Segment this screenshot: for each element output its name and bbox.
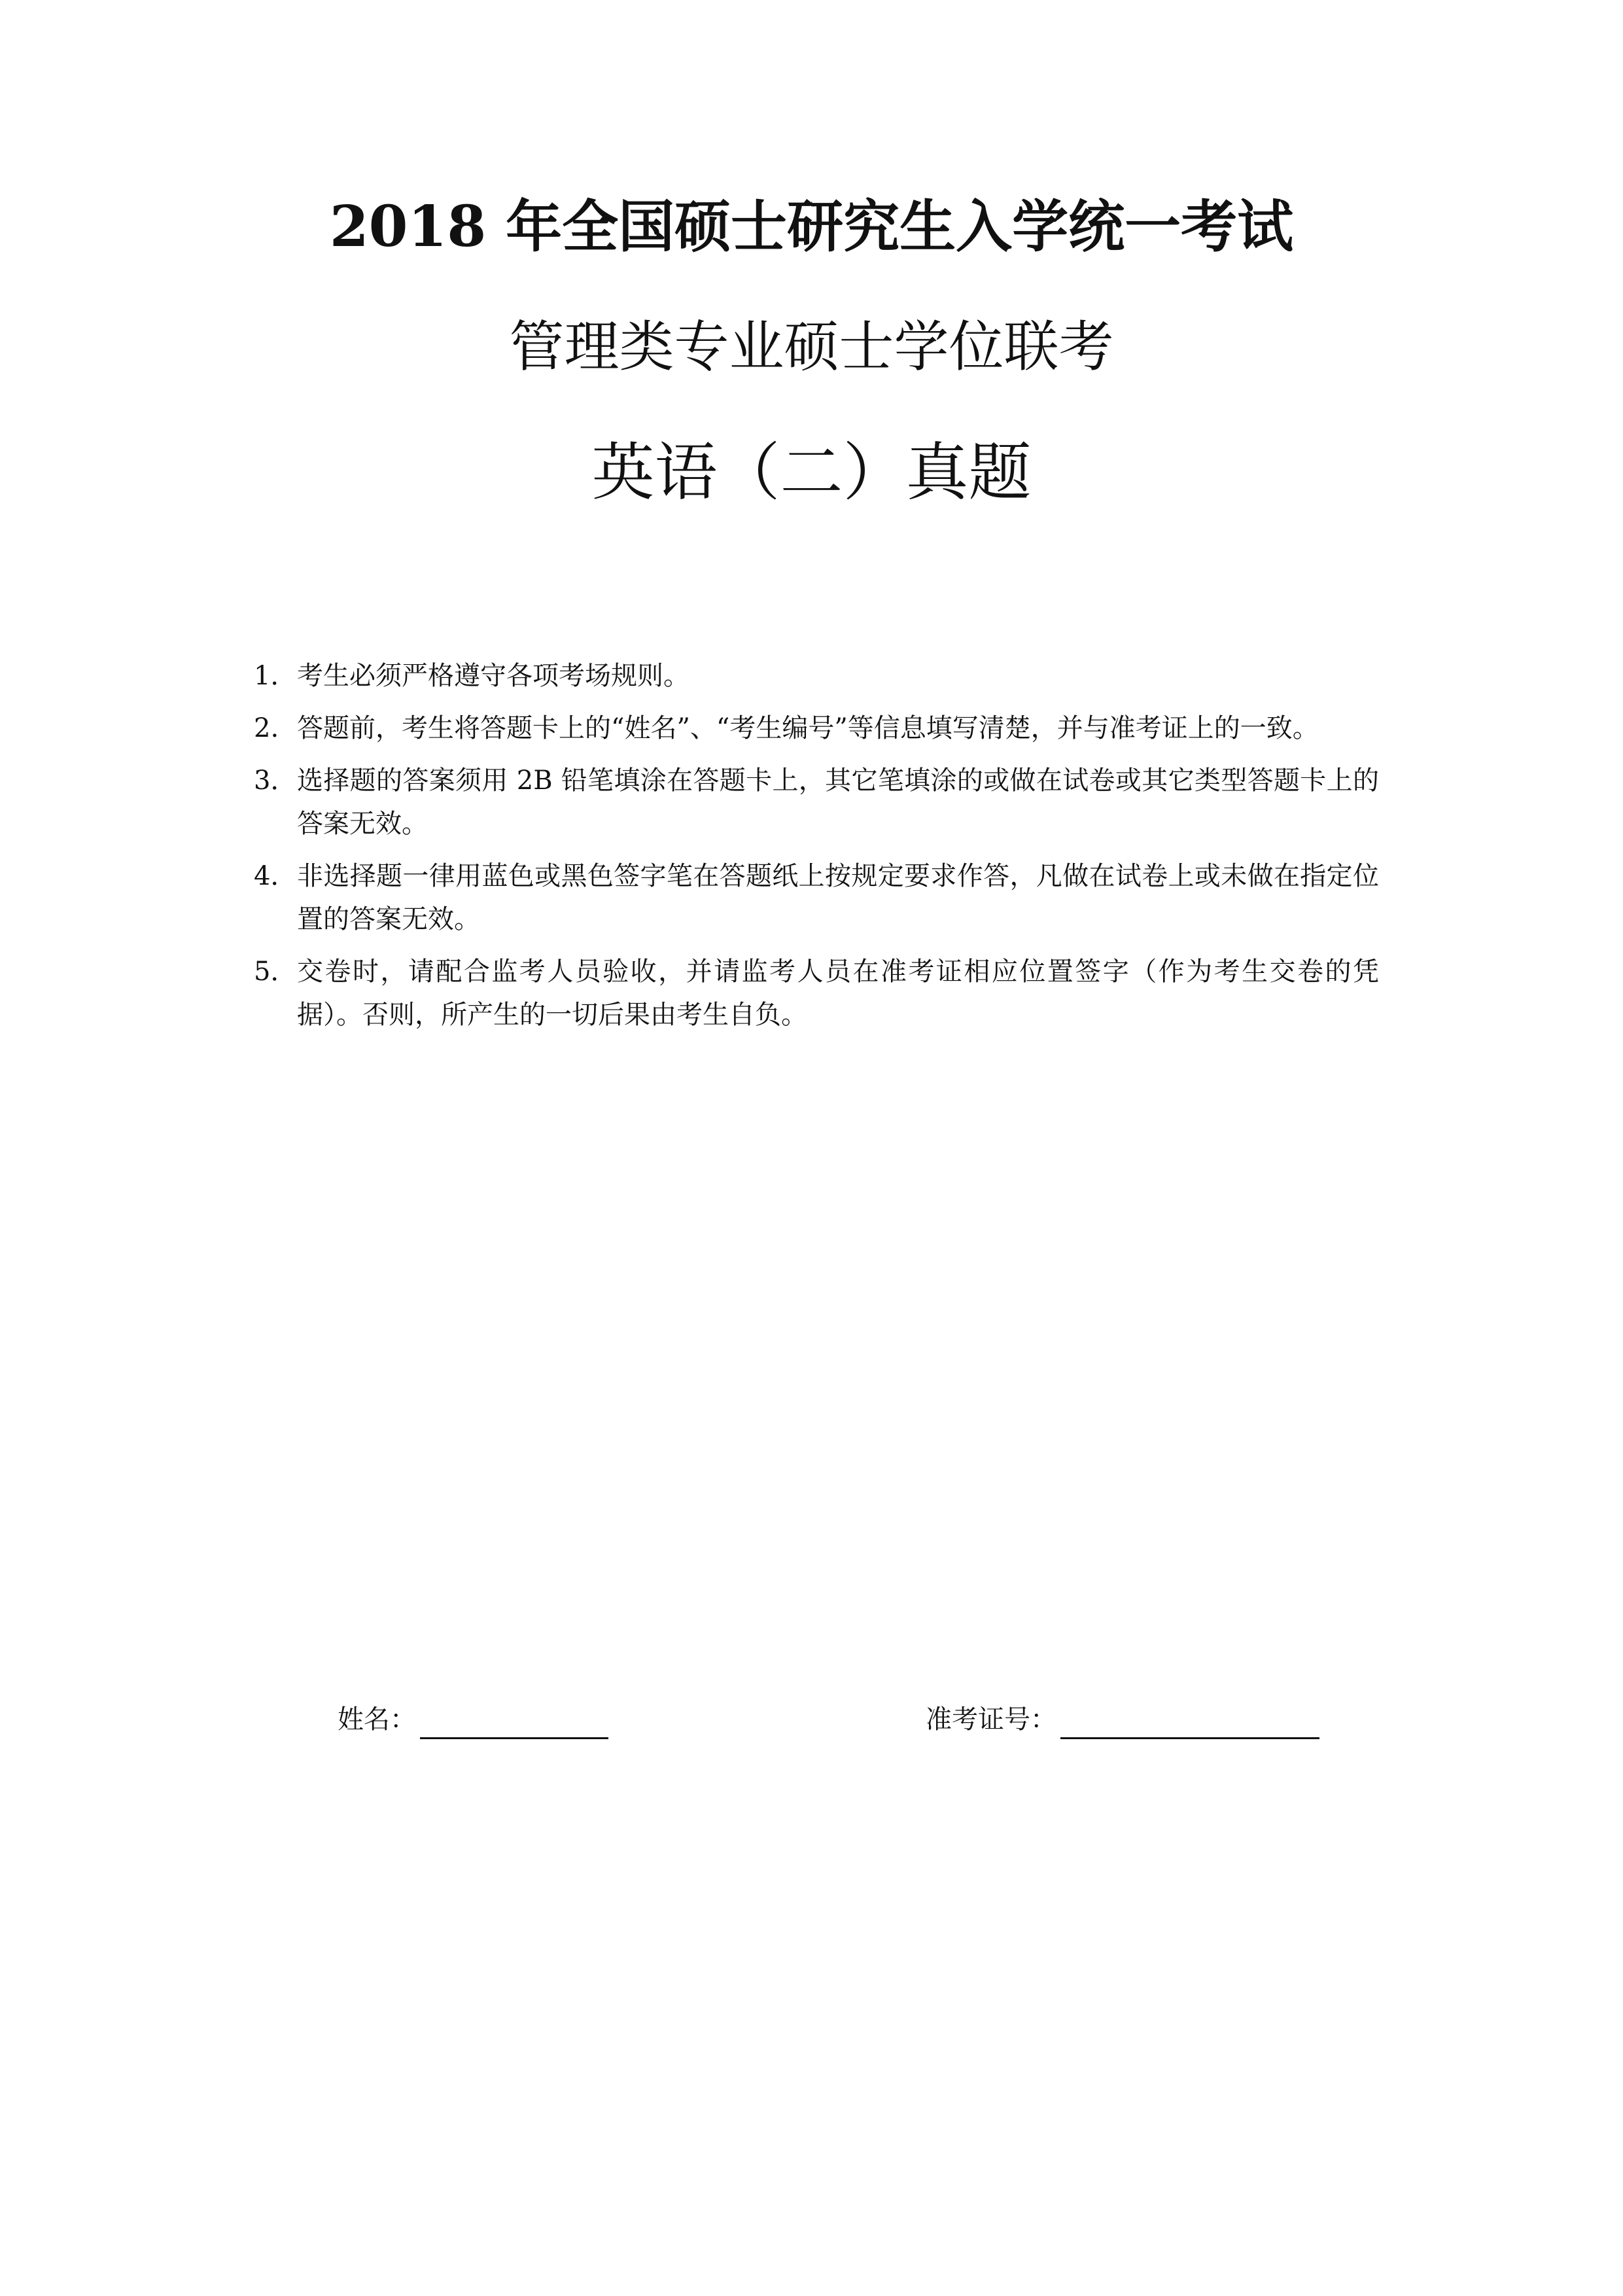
name-field-group	[338, 1700, 608, 1739]
instruction-text: 答题前，考生将答题卡上的“姓名”、“考生编号”等信息填写清楚，并与准考证上的一致。	[297, 713, 1319, 743]
instruction-item	[254, 707, 1379, 750]
instruction-item	[254, 759, 1379, 845]
instruction-number: 3．	[254, 766, 297, 796]
exam-subtitle: 管理类专业硕士学位联考	[509, 315, 1114, 379]
instruction-text: 交卷时，请配合监考人员验收，并请监考人员在准考证相应位置签字（作为考生交卷的凭据）。否则，所产生的一切后果由考生自负。	[297, 957, 1379, 1030]
name-blank-line[interactable]	[420, 1704, 608, 1739]
instructions-list	[254, 654, 1379, 1046]
exam-title: 2018 年全国硕士研究生入学统一考试	[329, 194, 1294, 260]
admission-number-field-group	[926, 1700, 1319, 1739]
name-label: 姓名：	[338, 1704, 416, 1735]
instruction-text: 选择题的答案须用 2B 铅笔填涂在答题卡上，其它笔填涂的或做在试卷或其它类型答题卡上的答案无效。	[297, 766, 1379, 839]
instruction-number: 4．	[254, 861, 297, 891]
instruction-text: 考生必须严格遵守各项考场规则。	[297, 661, 689, 691]
instruction-number: 5．	[254, 957, 297, 987]
admission-number-blank-line[interactable]	[1060, 1704, 1319, 1739]
instruction-number: 2.	[254, 713, 279, 743]
subject-title: 英语（二）真题	[591, 436, 1032, 509]
instruction-item	[254, 950, 1379, 1036]
signature-row	[0, 1700, 1623, 1759]
instruction-number: 1．	[254, 661, 297, 691]
instruction-item	[254, 855, 1379, 941]
instruction-text: 非选择题一律用蓝色或黑色签字笔在答题纸上按规定要求作答，凡做在试卷上或未做在指定位置的答案无效。	[297, 861, 1379, 934]
instruction-item	[254, 654, 1379, 698]
admission-number-label: 准考证号：	[926, 1704, 1056, 1735]
